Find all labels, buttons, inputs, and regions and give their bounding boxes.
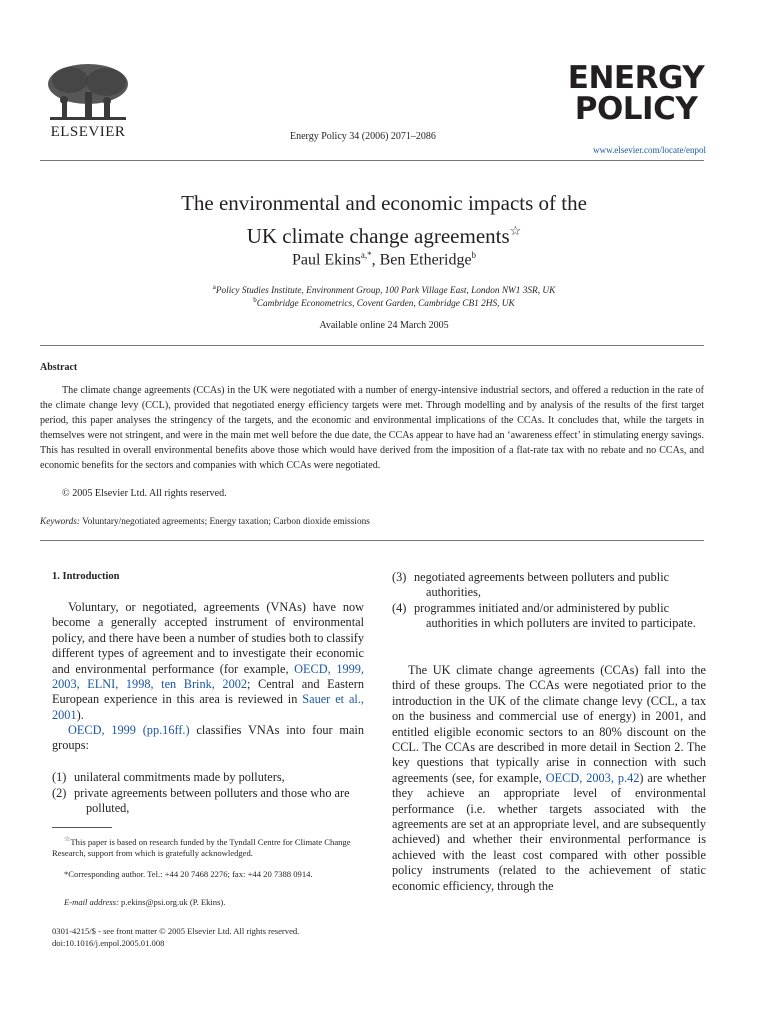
abstract-copyright: © 2005 Elsevier Ltd. All rights reserved. bbox=[62, 488, 227, 499]
list-item bbox=[52, 786, 364, 817]
section-heading: 1. Introduction bbox=[52, 571, 120, 582]
list-item-number: (2) bbox=[52, 786, 67, 800]
author-affiliation-mark[interactable]: b bbox=[471, 250, 477, 260]
keywords bbox=[40, 517, 370, 527]
footnote-text: This paper is based on research funded by the Tyndall Centre for Climate Change Research, support from which is gratefully acknowledged. bbox=[52, 836, 351, 859]
paragraph-text: ; Central and Eastern European experience in this area is reviewed in bbox=[52, 677, 364, 707]
list-item-text: negotiated agreements between polluters and public authorities, bbox=[414, 570, 670, 600]
author-name: Paul Ekins bbox=[291, 251, 361, 269]
author-name: Ben Etheridge bbox=[379, 251, 472, 269]
citation-link[interactable]: OECD, 2003, p.42 bbox=[545, 770, 640, 785]
journal-logo-line1: ENERGY bbox=[567, 60, 705, 96]
list-item-text: private agreements between polluters and those who are polluted, bbox=[74, 786, 350, 816]
tree-icon bbox=[40, 62, 136, 124]
footnote-email bbox=[52, 897, 370, 909]
author-list bbox=[40, 250, 728, 269]
title-line-2-text: UK climate change agreements bbox=[246, 224, 510, 248]
footnote-funding bbox=[52, 834, 370, 860]
paragraph-text: ) are whether they achieve an appropriate level of environmental performance (i.e. whether targets associated with the agreements are set at an appropriate level, and are subsequently achieved) and whether their environmental performance is achieved with the least cost compared with other possible policy instruments (related to the achievement of static economic efficiency, through the bbox=[392, 770, 706, 893]
list-item-text: programmes initiated and/or administered by public authorities in which polluters are invited to participate. bbox=[414, 601, 696, 631]
list-item bbox=[52, 770, 364, 785]
citation-link[interactable]: OECD, 1999 bbox=[68, 723, 136, 737]
affiliation-mark: b bbox=[253, 296, 257, 304]
author-separator: , bbox=[371, 251, 380, 269]
affiliation-b bbox=[40, 296, 728, 309]
footnote-divider bbox=[52, 827, 112, 828]
list-item-number: (4) bbox=[392, 601, 407, 615]
email-label: E-mail address: bbox=[64, 897, 119, 907]
list-item-number: (3) bbox=[392, 570, 407, 584]
keywords-list: Voluntary/negotiated agreements; Energy taxation; Carbon dioxide emissions bbox=[82, 517, 370, 527]
header-divider bbox=[40, 160, 704, 161]
citation-link[interactable]: OECD, 1999, 2003, ELNI, 1998, ten Brink, 2002 bbox=[52, 661, 364, 692]
paragraph-text: classifies VNAs into four main groups: bbox=[52, 723, 364, 753]
intro-paragraph-1 bbox=[52, 600, 364, 723]
footnote-corresponding: *Corresponding author. Tel.: +44 20 7468 2276; fax: +44 20 7388 0914. bbox=[64, 869, 313, 879]
affiliation-mark: a bbox=[212, 283, 216, 291]
front-matter-line: 0301-4215/$ - see front matter © 2005 Elsevier Ltd. All rights reserved. bbox=[52, 926, 300, 936]
doi-link[interactable]: doi:10.1016/j.enpol.2005.01.008 bbox=[52, 937, 165, 948]
affiliation-text: Policy Studies Institute, Environment Group, 100 Park Village East, London NW1 3SR, UK bbox=[215, 286, 556, 297]
article-title bbox=[60, 190, 708, 250]
affiliation-text: Cambridge Econometrics, Covent Garden, Cambridge CB1 2HS, UK bbox=[256, 299, 515, 310]
journal-logo-line2: POLICY bbox=[574, 91, 698, 127]
list-item bbox=[392, 570, 706, 601]
list-item-number: (1) bbox=[52, 770, 67, 784]
abstract-top-divider bbox=[40, 345, 704, 346]
footnote-mark: ☆ bbox=[64, 835, 71, 843]
paragraph-text: The UK climate change agreements (CCAs) fall into the third of these groups. The CCAs were negotiated prior to the introduction in the UK of the climate change levy (CCL, a tax on the business and commercial use of energy) in 2001, and entitled eligible economic sectors to an 80% discount on the CCL. The CCAs are described in more detail in Section 2. The key questions that typically arise in connection with such agreements (see, for example, bbox=[392, 663, 706, 785]
journal-url-link[interactable]: www.elsevier.com/locate/enpol bbox=[593, 145, 706, 155]
intro-paragraph-3 bbox=[392, 663, 706, 894]
keywords-label: Keywords: bbox=[40, 517, 80, 527]
journal-reference: Energy Policy 34 (2006) 2071–2086 bbox=[290, 131, 436, 142]
paragraph-text: ). bbox=[76, 707, 84, 722]
email-link[interactable]: p.ekins@psi.org.uk (P. Ekins). bbox=[120, 897, 226, 907]
title-footnote-mark[interactable]: ☆ bbox=[509, 223, 522, 238]
list-item bbox=[392, 601, 706, 632]
author-affiliation-mark[interactable]: a,* bbox=[360, 250, 372, 260]
list-item-text: unilateral commitments made by polluters, bbox=[74, 770, 285, 784]
intro-paragraph-2 bbox=[52, 723, 364, 754]
citation-link[interactable]: (pp.16ff.) bbox=[142, 723, 190, 737]
title-line-2 bbox=[60, 217, 708, 250]
abstract-bottom-divider bbox=[40, 540, 704, 541]
title-line-1: The environmental and economic impacts of the bbox=[181, 191, 587, 215]
citation-link[interactable]: Sauer et al., 2001 bbox=[52, 692, 364, 722]
affiliation-a bbox=[40, 283, 728, 296]
front-matter bbox=[52, 926, 299, 949]
abstract-text: The climate change agreements (CCAs) in the UK were negotiated with a number of energy-intensive industrial sectors, and offered a reduction in the rate of the climate change levy (CCL), provided that negotiated energy efficiency targets were met. Through modelling and by analysis of the results of the first target period, this paper analyses the stringency of the targets, and the economic and environmental implications of the CCAs. It concludes that, while the targets in themselves were not stringent, and were in the main met well before the due date, the CCAs appear to have had an ‘awareness effect’ in stimulating energy savings. This has resulted in overall environmental benefits above those which would have derived from the imposition of a flat-rate tax with no rebate and no CCAs, and economic benefits for the sectors and companies with which CCAs were negotiated. bbox=[40, 385, 704, 471]
publisher-name: ELSEVIER bbox=[50, 124, 126, 140]
paragraph-text: Voluntary, or negotiated, agreements (VNAs) have now become a generally accepted instrument of environmental policy, and there have been a number of studies both to classify different types of agreement and to investigate their economic and environmental performance (for example, bbox=[52, 600, 364, 676]
available-online-date: Available online 24 March 2005 bbox=[319, 320, 449, 331]
journal-logo bbox=[566, 60, 706, 127]
abstract-heading: Abstract bbox=[40, 362, 78, 373]
